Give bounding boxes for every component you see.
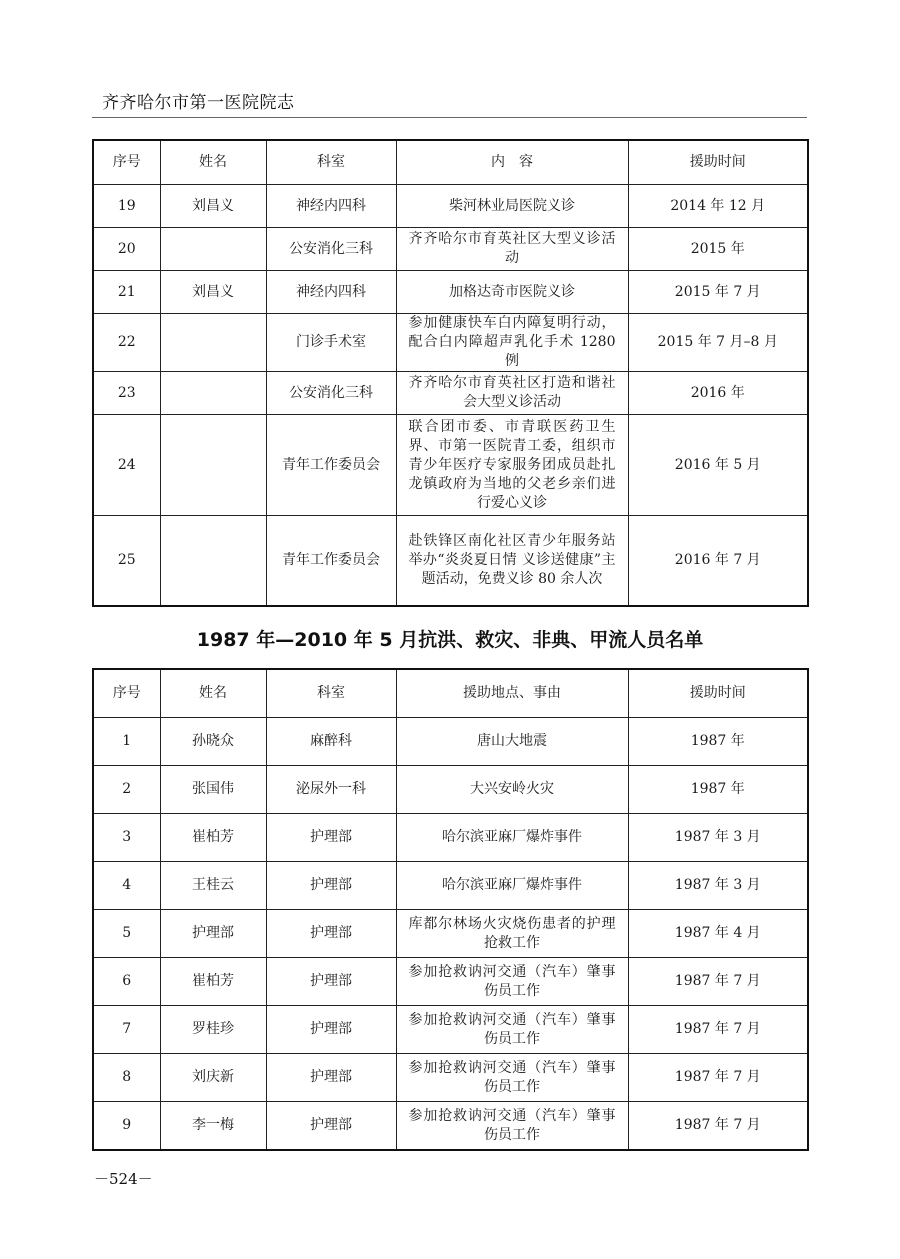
- cell-name: 罗桂珍: [160, 1006, 266, 1054]
- header-rule: [92, 117, 807, 118]
- cell-content: 齐齐哈尔市育英社区大型义诊活动: [396, 228, 628, 271]
- cell-no: 3: [93, 814, 160, 862]
- cell-dept: 护理部: [266, 1054, 396, 1102]
- cell-name: 护理部: [160, 910, 266, 958]
- cell-time: 1987 年 7 月: [628, 1006, 808, 1054]
- cell-content: 唐山大地震: [396, 718, 628, 766]
- cell-dept: 青年工作委员会: [266, 415, 396, 516]
- aid-activities-table: [92, 139, 809, 607]
- cell-name: 孙晓众: [160, 718, 266, 766]
- cell-time: 2015 年 7 月: [628, 271, 808, 314]
- cell-name: 王桂云: [160, 862, 266, 910]
- cell-dept: 公安消化三科: [266, 372, 396, 415]
- cell-time: 2016 年 5 月: [628, 415, 808, 516]
- table-row: [93, 766, 808, 814]
- cell-no: 5: [93, 910, 160, 958]
- table-row: [93, 814, 808, 862]
- table-row: [93, 1054, 808, 1102]
- cell-content: 齐齐哈尔市育英社区打造和谐社会大型义诊活动: [396, 372, 628, 415]
- cell-no: 4: [93, 862, 160, 910]
- cell-name: [160, 415, 266, 516]
- cell-content: 联合团市委、市青联医药卫生界、市第一医院青工委，组织市青少年医疗专家服务团成员赴扎龙镇政府为当地的父老乡亲们进行爱心义诊: [396, 415, 628, 516]
- cell-name: [160, 228, 266, 271]
- table-row: [93, 516, 808, 607]
- cell-dept: 公安消化三科: [266, 228, 396, 271]
- cell-content: 赴铁锋区南化社区青少年服务站举办“炎炎夏日情 义诊送健康”主题活动，免费义诊 80 余人次: [396, 516, 628, 607]
- table-row: [93, 314, 808, 372]
- table-header-row: [93, 140, 808, 185]
- cell-dept: 护理部: [266, 910, 396, 958]
- cell-time: 2016 年: [628, 372, 808, 415]
- cell-name: 李一梅: [160, 1102, 266, 1151]
- cell-time: 2016 年 7 月: [628, 516, 808, 607]
- cell-content: 哈尔滨亚麻厂爆炸事件: [396, 814, 628, 862]
- column-header-name: 姓名: [160, 140, 266, 185]
- table-row: [93, 228, 808, 271]
- cell-content: 参加抢救讷河交通（汽车）肇事伤员工作: [396, 1006, 628, 1054]
- cell-no: 1: [93, 718, 160, 766]
- cell-content: 柴河林业局医院义诊: [396, 185, 628, 228]
- section-title: 1987 年—2010 年 5 月抗洪、救灾、非典、甲流人员名单: [196, 629, 704, 651]
- cell-time: 1987 年 3 月: [628, 814, 808, 862]
- cell-content: 参加抢救讷河交通（汽车）肇事伤员工作: [396, 1102, 628, 1151]
- column-header-content: 内 容: [396, 140, 628, 185]
- cell-dept: 青年工作委员会: [266, 516, 396, 607]
- cell-time: 1987 年 7 月: [628, 1102, 808, 1151]
- column-header-no: 序号: [93, 669, 160, 718]
- cell-dept: 护理部: [266, 814, 396, 862]
- table-row: [93, 718, 808, 766]
- rescue-personnel-table: [92, 668, 809, 1151]
- table-row: [93, 958, 808, 1006]
- cell-dept: 护理部: [266, 1006, 396, 1054]
- cell-dept: 护理部: [266, 1102, 396, 1151]
- cell-name: 崔柏芳: [160, 814, 266, 862]
- cell-no: 20: [93, 228, 160, 271]
- cell-content: 加格达奇市医院义诊: [396, 271, 628, 314]
- table-row: [93, 372, 808, 415]
- table-header-row: [93, 669, 808, 718]
- cell-content: 参加抢救讷河交通（汽车）肇事伤员工作: [396, 958, 628, 1006]
- cell-no: 25: [93, 516, 160, 607]
- cell-name: [160, 314, 266, 372]
- cell-time: 1987 年: [628, 718, 808, 766]
- table-row: [93, 271, 808, 314]
- column-header-time: 援助时间: [628, 140, 808, 185]
- cell-no: 2: [93, 766, 160, 814]
- cell-name: [160, 516, 266, 607]
- table-row: [93, 910, 808, 958]
- cell-no: 24: [93, 415, 160, 516]
- cell-dept: 泌尿外一科: [266, 766, 396, 814]
- column-header-time: 援助时间: [628, 669, 808, 718]
- cell-content: 参加抢救讷河交通（汽车）肇事伤员工作: [396, 1054, 628, 1102]
- cell-time: 2014 年 12 月: [628, 185, 808, 228]
- table-row: [93, 862, 808, 910]
- cell-dept: 护理部: [266, 958, 396, 1006]
- cell-name: 崔柏芳: [160, 958, 266, 1006]
- cell-content: 哈尔滨亚麻厂爆炸事件: [396, 862, 628, 910]
- cell-time: 2015 年 7 月–8 月: [628, 314, 808, 372]
- cell-time: 1987 年 3 月: [628, 862, 808, 910]
- cell-dept: 护理部: [266, 862, 396, 910]
- table-row: [93, 1102, 808, 1151]
- column-header-name: 姓名: [160, 669, 266, 718]
- cell-no: 19: [93, 185, 160, 228]
- cell-dept: 神经内四科: [266, 185, 396, 228]
- cell-dept: 麻醉科: [266, 718, 396, 766]
- cell-dept: 门诊手术室: [266, 314, 396, 372]
- cell-time: 1987 年 7 月: [628, 1054, 808, 1102]
- column-header-content: 援助地点、事由: [396, 669, 628, 718]
- cell-name: 张国伟: [160, 766, 266, 814]
- cell-no: 23: [93, 372, 160, 415]
- cell-time: 1987 年 7 月: [628, 958, 808, 1006]
- cell-no: 9: [93, 1102, 160, 1151]
- cell-dept: 神经内四科: [266, 271, 396, 314]
- cell-name: 刘昌义: [160, 185, 266, 228]
- cell-no: 21: [93, 271, 160, 314]
- running-header-title: 齐齐哈尔市第一医院院志: [102, 93, 295, 113]
- cell-name: 刘庆新: [160, 1054, 266, 1102]
- cell-name: 刘昌义: [160, 271, 266, 314]
- cell-no: 22: [93, 314, 160, 372]
- cell-content: 库都尔林场火灾烧伤患者的护理抢救工作: [396, 910, 628, 958]
- column-header-no: 序号: [93, 140, 160, 185]
- table-row: [93, 415, 808, 516]
- cell-name: [160, 372, 266, 415]
- cell-content: 大兴安岭火灾: [396, 766, 628, 814]
- cell-no: 7: [93, 1006, 160, 1054]
- cell-time: 1987 年 4 月: [628, 910, 808, 958]
- cell-no: 8: [93, 1054, 160, 1102]
- table-row: [93, 1006, 808, 1054]
- column-header-dept: 科室: [266, 140, 396, 185]
- cell-time: 2015 年: [628, 228, 808, 271]
- cell-time: 1987 年: [628, 766, 808, 814]
- cell-content: 参加健康快车白内障复明行动，配合白内障超声乳化手术 1280 例: [396, 314, 628, 372]
- column-header-dept: 科室: [266, 669, 396, 718]
- page-number: －524－: [94, 1170, 153, 1188]
- table-row: [93, 185, 808, 228]
- cell-no: 6: [93, 958, 160, 1006]
